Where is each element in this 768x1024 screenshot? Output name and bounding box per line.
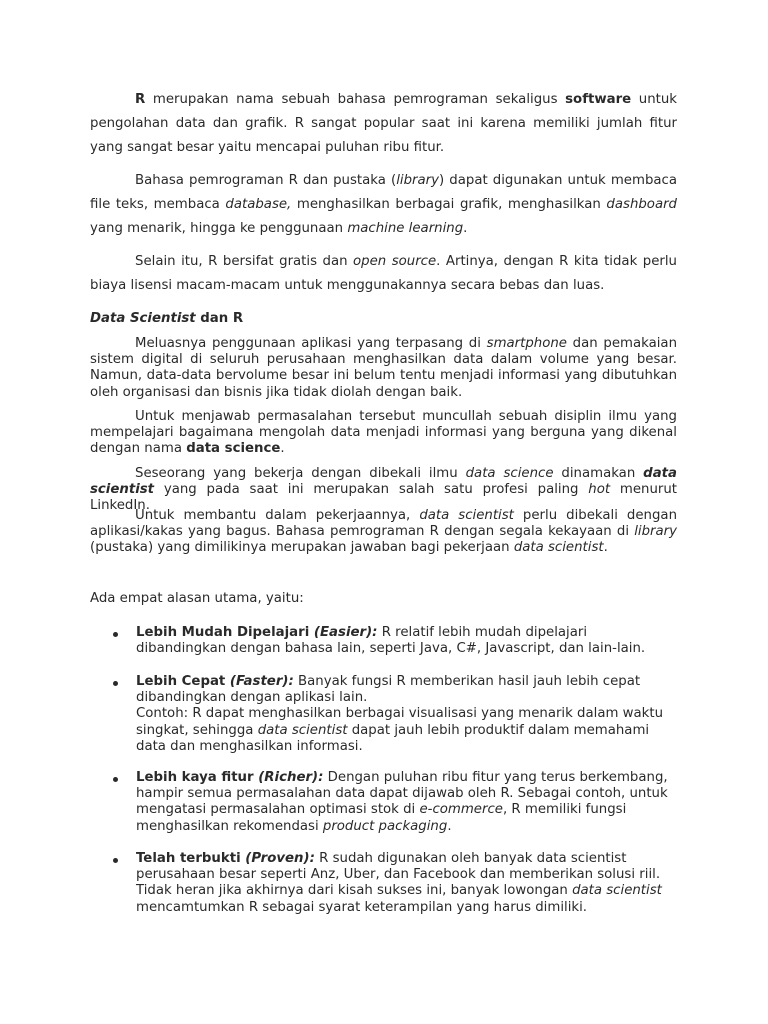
bullet-dot-icon: [113, 858, 118, 863]
paragraph-r-intro: R merupakan nama sebuah bahasa pemrograman sekaligus software untuk pengolahan data dan grafik. R sangat popular saat ini karena memiliki jumlah fitur yang sangat besar yaitu mencapai puluhan ribu fitur.: [90, 92, 677, 155]
list-item-text: Telah terbukti (Proven): R sudah digunakan oleh banyak data scientist perusahaan besar seperti Anz, Uber, dan Facebook dan memberikan solusi riil. Tidak heran jika akhirnya dari kisah sukses ini, banyak lowongan data scientist mencamtumkan R sebagai syarat keterampilan yang harus dimiliki.: [136, 851, 662, 915]
bullet-dot-icon: [113, 777, 118, 782]
bullet-dot-icon: [113, 632, 118, 637]
bullet-dot-icon: [113, 681, 118, 686]
reasons-intro: Ada empat alasan utama, yaitu:: [90, 591, 304, 606]
paragraph-library: Bahasa pemrograman R dan pustaka (library) dapat digunakan untuk membaca file teks, membaca database, menghasilkan berbagai grafik, menghasilkan dashboard yang menarik, hingga ke penggunaan machine learning.: [90, 173, 677, 236]
paragraph-smartphone: Meluasnya penggunaan aplikasi yang terpasang di smartphone dan pemakaian sistem digital di seluruh perusahaan menghasilkan data dalam volume yang besar. Namun, data-data bervolume besar ini belum tentu menjadi informasi yang dibutuhkan oleh organisasi dan bisnis jika tidak diolah dengan baik.: [90, 336, 677, 400]
paragraph-data-scientist: Seseorang yang bekerja dengan dibekali ilmu data science dinamakan data scientist yang pada saat ini merupakan salah satu profesi paling hot menurut LinkedIn.: [90, 466, 677, 514]
list-item-text: Lebih Mudah Dipelajari (Easier): R relatif lebih mudah dipelajari dibandingkan dengan bahasa lain, seperti Java, C#, Javascript, dan lain-lain.: [136, 625, 646, 657]
paragraph-tools: Untuk membantu dalam pekerjaannya, data scientist perlu dibekali dengan aplikasi/kakas yang bagus. Bahasa pemrograman R dengan segala kekayaan di library (pustaka) yang dimilikinya merupakan jawaban bagi pekerjaan data scientist.: [90, 508, 677, 556]
list-item-text: Lebih Cepat (Faster): Banyak fungsi R memberikan hasil jauh lebih cepat dibandingkan dengan aplikasi lain. Contoh: R dapat menghasilkan berbagai visualisasi yang menarik dalam waktu singkat, sehingga data scientist dapat jauh lebih produktif dalam memahami data dan menghasilkan informasi.: [136, 674, 664, 754]
list-item-text: Lebih kaya fitur (Richer): Dengan puluhan ribu fitur yang terus berkembang, hampir semua permasalahan data dapat dijawab oleh R. Sebagai contoh, untuk mengatasi permasalahan optimasi stok di e-commerce, R memiliki fungsi menghasilkan rekomendasi product packaging.: [136, 770, 668, 834]
paragraph-open-source: Selain itu, R bersifat gratis dan open source. Artinya, dengan R kita tidak perlu biaya lisensi macam-macam untuk menggunakannya secara bebas dan luas.: [90, 254, 677, 293]
section-heading: Data Scientist dan R: [90, 311, 244, 326]
paragraph-data-science: Untuk menjawab permasalahan tersebut muncullah sebuah disiplin ilmu yang mempelajari bagaimana mengolah data menjadi informasi yang berguna yang dikenal dengan nama data science.: [90, 409, 677, 457]
